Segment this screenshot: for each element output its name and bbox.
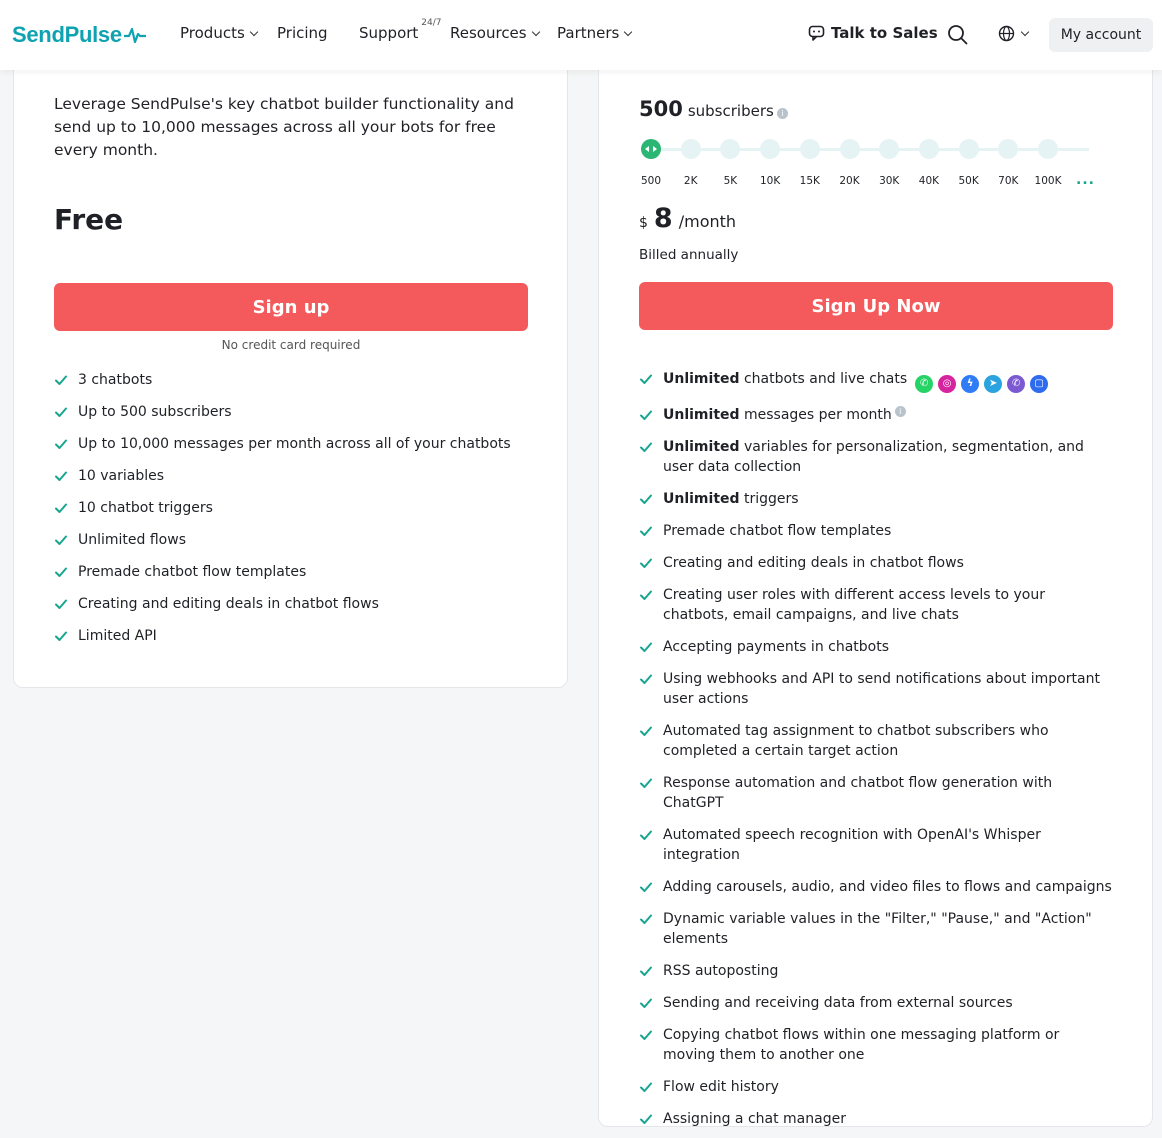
feature-text: RSS autoposting xyxy=(663,963,779,979)
feature-item xyxy=(639,489,1114,509)
paid-plan-price xyxy=(639,203,736,234)
slider-stop[interactable] xyxy=(681,139,701,159)
feature-text: Copying chatbot flows within one messaging platform or moving them to another one xyxy=(663,1027,1060,1063)
free-plan-price: Free xyxy=(54,203,124,236)
pulse-icon xyxy=(124,26,146,44)
currency-symbol: $ xyxy=(639,215,648,231)
chevron-down-icon xyxy=(250,27,258,35)
slider-tick-label: 50K xyxy=(958,175,979,187)
check-icon xyxy=(54,533,68,547)
viber-icon: ✆ xyxy=(1007,375,1025,393)
feature-text: Accepting payments in chatbots xyxy=(663,639,890,655)
price-amount: 8 xyxy=(653,203,673,234)
slider-tick-label: 100K xyxy=(1034,175,1062,187)
check-icon xyxy=(639,492,653,506)
feature-item xyxy=(639,1109,1114,1129)
slider-tick-label: 70K xyxy=(998,175,1019,187)
sign-up-now-button[interactable]: Sign Up Now xyxy=(639,282,1113,330)
nav-partners-label: Partners xyxy=(557,24,620,42)
globe-icon xyxy=(998,25,1015,42)
feature-bold: Unlimited xyxy=(663,407,740,423)
slider-stop[interactable] xyxy=(919,139,939,159)
feature-text: Creating and editing deals in chatbot flows xyxy=(663,555,964,571)
check-icon xyxy=(639,964,653,978)
slider-stop[interactable] xyxy=(840,139,860,159)
feature-text: Dynamic variable values in the "Filter," "Pause," and "Action" elements xyxy=(663,911,1092,947)
livechat-icon: ▢ xyxy=(1030,375,1048,393)
free-plan-description: Leverage SendPulse's key chatbot builder functionality and send up to 10,000 messages across all your bots for free every month. xyxy=(54,95,514,159)
feature-text: Up to 10,000 messages per month across all of your chatbots xyxy=(78,436,511,452)
chevron-down-icon xyxy=(1021,28,1029,36)
nav-resources-label: Resources xyxy=(450,24,527,42)
feature-item xyxy=(639,585,1114,625)
feature-text: Sending and receiving data from external sources xyxy=(663,995,1013,1011)
nav-support-label: Support xyxy=(359,24,419,42)
check-icon xyxy=(54,405,68,419)
slider-handle[interactable] xyxy=(641,139,661,159)
check-icon xyxy=(639,828,653,842)
check-icon xyxy=(639,1028,653,1042)
feature-text: Automated speech recognition with OpenAI's Whisper integration xyxy=(663,827,1041,863)
feature-item xyxy=(639,825,1114,865)
sign-up-button[interactable]: Sign up xyxy=(54,283,528,331)
slider-stop[interactable] xyxy=(1038,139,1058,159)
info-icon[interactable]: i xyxy=(895,406,906,417)
nav-support[interactable] xyxy=(359,18,442,42)
feature-text: variables for personalization, segmentation, and user data collection xyxy=(663,439,1084,475)
feature-bold: Unlimited xyxy=(663,491,740,507)
feature-item xyxy=(639,961,1114,981)
slider-stop[interactable] xyxy=(998,139,1018,159)
slider-stop[interactable] xyxy=(879,139,899,159)
paid-feature-list xyxy=(639,369,1114,1138)
language-selector[interactable] xyxy=(998,25,1028,42)
nav-resources[interactable] xyxy=(450,24,539,42)
feature-item xyxy=(639,1077,1114,1097)
check-icon xyxy=(639,672,653,686)
feature-item xyxy=(54,466,554,486)
feature-item xyxy=(54,594,554,614)
top-header xyxy=(0,0,1162,70)
messenger-app-icons xyxy=(915,375,1048,393)
info-icon[interactable]: i xyxy=(777,108,788,119)
feature-text: Creating and editing deals in chatbot flows xyxy=(78,596,379,612)
messenger-icon: ϟ xyxy=(961,375,979,393)
feature-text: 3 chatbots xyxy=(78,372,153,388)
chevron-down-icon xyxy=(624,27,632,35)
feature-text: Limited API xyxy=(78,628,157,644)
support-247-badge: 24/7 xyxy=(421,18,442,28)
feature-text: Assigning a chat manager xyxy=(663,1111,846,1127)
feature-text: Flow edit history xyxy=(663,1079,779,1095)
free-feature-list xyxy=(54,370,554,658)
feature-item xyxy=(639,553,1114,573)
my-account-button[interactable]: My account xyxy=(1049,18,1153,52)
nav-partners[interactable] xyxy=(557,24,631,42)
no-credit-card-note: No credit card required xyxy=(221,338,361,352)
slider-tick-label: 10K xyxy=(759,175,781,187)
search-icon[interactable] xyxy=(947,24,969,46)
feature-item xyxy=(54,626,554,646)
feature-text: Response automation and chatbot flow generation with ChatGPT xyxy=(663,775,1053,811)
check-icon xyxy=(639,880,653,894)
check-icon xyxy=(639,640,653,654)
feature-item xyxy=(639,521,1114,541)
nav-pricing[interactable] xyxy=(277,24,328,42)
more-options-button[interactable]: ... xyxy=(1076,172,1095,188)
slider-tick-label: 500 xyxy=(640,175,662,187)
subscriber-value: 500 xyxy=(639,97,683,121)
slider-tick-label: 5K xyxy=(723,175,738,187)
feature-text: triggers xyxy=(739,491,799,507)
check-icon xyxy=(639,588,653,602)
feature-item xyxy=(54,370,554,390)
chat-bubble-icon xyxy=(808,25,825,41)
sendpulse-logo[interactable] xyxy=(12,22,146,48)
nav-products[interactable] xyxy=(180,24,257,42)
check-icon xyxy=(54,469,68,483)
check-icon xyxy=(639,1112,653,1126)
feature-item xyxy=(54,434,554,454)
feature-item xyxy=(639,437,1114,477)
feature-item xyxy=(54,498,554,518)
feature-text: Premade chatbot flow templates xyxy=(663,523,892,539)
check-icon xyxy=(639,776,653,790)
feature-text: Creating user roles with different access levels to your chatbots, email campaigns, and live chats xyxy=(663,587,1045,623)
whatsapp-icon: ✆ xyxy=(915,375,933,393)
free-plan-card xyxy=(13,30,568,688)
check-icon xyxy=(54,373,68,387)
slider-tick-label: 2K xyxy=(683,175,698,187)
slider-stop[interactable] xyxy=(720,139,740,159)
subscriber-label: subscribers xyxy=(687,102,774,120)
telegram-icon: ➤ xyxy=(984,375,1002,393)
feature-item xyxy=(54,530,554,550)
feature-item xyxy=(639,637,1114,657)
check-icon xyxy=(639,556,653,570)
check-icon xyxy=(639,1080,653,1094)
feature-item xyxy=(639,369,1114,393)
feature-bold: Unlimited xyxy=(663,439,740,455)
feature-text: Premade chatbot flow templates xyxy=(78,564,307,580)
nav-products-label: Products xyxy=(180,24,245,42)
check-icon xyxy=(54,437,68,451)
feature-text: Unlimited flows xyxy=(78,532,186,548)
subscriber-slider-track[interactable] xyxy=(649,148,1089,151)
check-icon xyxy=(639,996,653,1010)
slider-stop[interactable] xyxy=(760,139,780,159)
slider-stop[interactable] xyxy=(800,139,820,159)
check-icon xyxy=(54,565,68,579)
feature-text: Up to 500 subscribers xyxy=(78,404,232,420)
check-icon xyxy=(639,440,653,454)
feature-bold: Unlimited xyxy=(663,371,740,387)
check-icon xyxy=(54,501,68,515)
slider-tick-label: 15K xyxy=(799,175,820,187)
feature-text: 10 variables xyxy=(78,468,165,484)
check-icon xyxy=(639,912,653,926)
slider-tick-label: 20K xyxy=(839,175,860,187)
talk-to-sales-button[interactable] xyxy=(808,24,938,42)
talk-to-sales-label: Talk to Sales xyxy=(831,24,938,42)
logo-text: SendPulse xyxy=(12,22,122,47)
feature-item xyxy=(54,402,554,422)
feature-text: Adding carousels, audio, and video files to flows and campaigns xyxy=(663,879,1112,895)
feature-item xyxy=(639,721,1114,761)
feature-text: messages per month xyxy=(739,407,892,423)
feature-item xyxy=(639,1025,1114,1065)
billing-note: Billed annually xyxy=(639,247,739,263)
feature-text: 10 chatbot triggers xyxy=(78,500,213,516)
feature-item xyxy=(639,909,1114,949)
chevron-down-icon xyxy=(531,27,539,35)
feature-item xyxy=(639,877,1114,897)
feature-item xyxy=(639,993,1114,1013)
check-icon xyxy=(54,629,68,643)
slider-tick-label: 30K xyxy=(879,175,900,187)
slider-stop[interactable] xyxy=(959,139,979,159)
feature-text: Automated tag assignment to chatbot subscribers who completed a certain target action xyxy=(663,723,1049,759)
feature-item xyxy=(54,562,554,582)
paid-plan-card xyxy=(598,30,1153,1127)
check-icon xyxy=(639,524,653,538)
check-icon xyxy=(639,724,653,738)
check-icon xyxy=(639,408,653,422)
check-icon xyxy=(639,372,653,386)
feature-item xyxy=(639,773,1114,813)
subscriber-count xyxy=(639,97,788,121)
check-icon xyxy=(54,597,68,611)
feature-text: Using webhooks and API to send notifications about important user actions xyxy=(663,671,1100,707)
nav-pricing-label: Pricing xyxy=(277,24,328,42)
price-period: /month xyxy=(678,212,737,231)
feature-item xyxy=(639,405,1114,425)
slider-tick-label: 40K xyxy=(918,175,940,187)
feature-item xyxy=(639,669,1114,709)
feature-text: chatbots and live chats xyxy=(739,371,908,387)
instagram-icon: ◎ xyxy=(938,375,956,393)
